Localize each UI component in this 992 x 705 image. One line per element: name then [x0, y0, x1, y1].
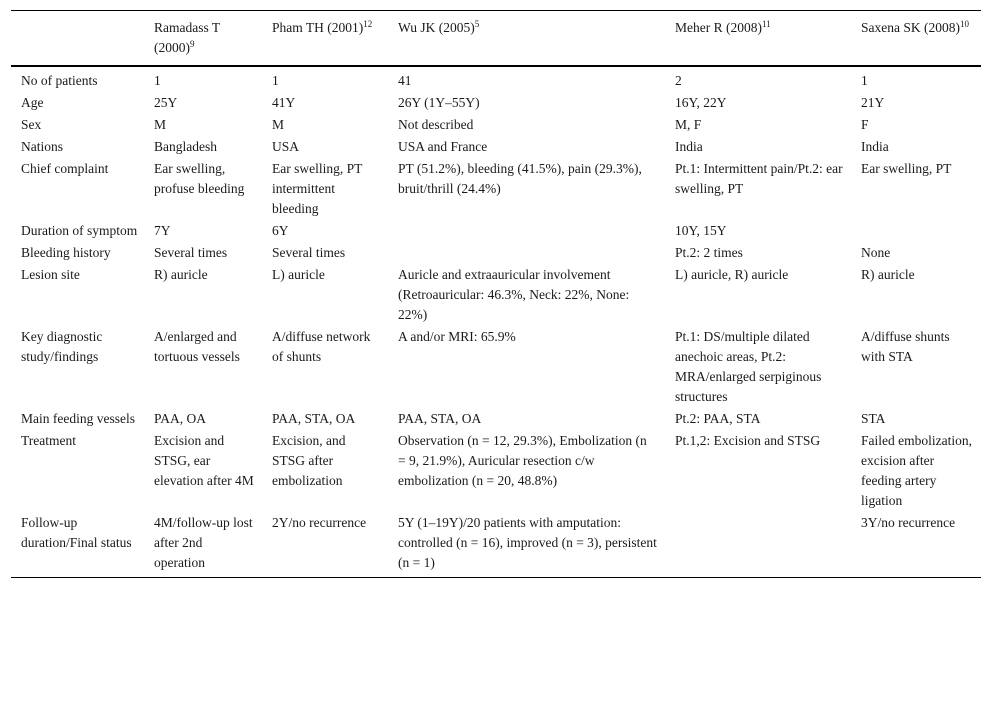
table-cell: India — [675, 139, 703, 154]
table-cell: Ear swelling, PT intermittent bleeding — [272, 161, 363, 216]
row-label: Age — [21, 95, 44, 110]
table-row — [11, 114, 981, 136]
table-cell: F — [861, 117, 869, 132]
column-header-wu: Wu JK $(2005)^5$ — [388, 11, 665, 67]
row-label: Sex — [21, 117, 42, 132]
header-row — [11, 11, 981, 67]
table-cell: A/diffuse shunts with STA — [861, 329, 950, 364]
row-label: Bleeding history — [21, 245, 111, 260]
table-cell: Several times — [154, 245, 228, 260]
table-cell: Excision and STSG, ear elevation after 4M — [154, 433, 254, 488]
table-cell: 4M/follow-up lost after 2nd operation — [144, 512, 262, 578]
table-cell: 26Y (1Y–55Y) — [398, 95, 480, 110]
table-cell: Not described — [398, 117, 474, 132]
table-cell: India — [861, 139, 889, 154]
table-cell: Pt.1: DS/multiple dilated anechoic areas, Pt.2: MRA/enlarged serpiginous structures — [675, 329, 822, 404]
table-cell: Pt.1,2: Excision and STSG — [675, 433, 821, 448]
table-cell — [388, 242, 665, 264]
table-cell — [851, 220, 981, 242]
row-label: Chief complaint — [21, 161, 109, 176]
table-cell: 3Y/no recurrence — [851, 512, 981, 578]
table-cell: USA and France — [398, 139, 488, 154]
table-cell: A and/or MRI: 65.9% — [398, 329, 516, 344]
table-cell: Excision, and STSG after embolization — [272, 433, 346, 488]
table-row — [11, 158, 981, 220]
table-cell: M — [154, 117, 167, 132]
table-cell: PAA, STA, OA — [272, 411, 356, 426]
table-cell: Pt.2: 2 times — [675, 245, 743, 260]
table-row — [11, 264, 981, 326]
table-cell: None — [861, 245, 891, 260]
table-row — [11, 242, 981, 264]
table-cell: M — [272, 117, 285, 132]
table-cell: 5Y (1–19Y)/20 patients with amputation: controlled (n = 16), improved (n = 3), persistent (n = 1) — [388, 512, 665, 578]
row-label: Nations — [21, 139, 63, 154]
table-cell: PAA, OA — [154, 411, 207, 426]
column-header-pham: Pham TH $(2001)^{12}$ — [262, 11, 388, 67]
table-cell: L) auricle, R) auricle — [675, 267, 789, 282]
table-cell: Pt.1: Intermittent pain/Pt.2: ear swelling, PT — [675, 161, 843, 196]
table-cell: Pt.2: PAA, STA — [675, 411, 761, 426]
table-row — [11, 136, 981, 158]
row-label: Follow-up duration/Final status — [11, 512, 144, 578]
table-row — [11, 408, 981, 430]
table-row — [11, 220, 981, 242]
table-cell: Several times — [272, 245, 346, 260]
table-cell: 2Y/no recurrence — [262, 512, 388, 578]
table-cell: 21Y — [861, 95, 885, 110]
table-cell: L) auricle — [272, 267, 325, 282]
table-cell: Auricle and extraauricular involvement (Retroauricular: 46.3%, Neck: 22%, None: 22%) — [398, 267, 630, 322]
table-cell — [665, 512, 851, 578]
table-cell: 25Y — [154, 95, 178, 110]
table-cell: M, F — [675, 117, 702, 132]
table-cell: R) auricle — [861, 267, 915, 282]
table-cell: USA — [272, 139, 300, 154]
table-cell: 10Y, 15Y — [675, 223, 727, 238]
table-cell: STA — [861, 411, 886, 426]
table-cell: 1 — [272, 73, 279, 88]
row-label: Main feeding vessels — [21, 411, 135, 426]
table-cell: 1 — [861, 73, 868, 88]
column-header-ramadass: Ramadass T $(2000)^9$ — [144, 11, 262, 67]
table-cell: 16Y, 22Y — [675, 95, 727, 110]
table-row — [11, 92, 981, 114]
table-cell: A/enlarged and tortuous vessels — [154, 329, 240, 364]
table-cell: 6Y — [272, 223, 289, 238]
table-cell: 41 — [398, 73, 412, 88]
table-cell — [388, 220, 665, 242]
table-cell: PAA, STA, OA — [398, 411, 482, 426]
table-row — [11, 430, 981, 512]
row-label: No of patients — [21, 73, 98, 88]
table-cell: 41Y — [272, 95, 296, 110]
table-cell: 1 — [154, 73, 161, 88]
table-cell: 2 — [675, 73, 682, 88]
table-cell: PT (51.2%), bleeding (41.5%), pain (29.3%), bruit/thrill (24.4%) — [398, 161, 642, 196]
comparison-table — [11, 10, 981, 578]
table-cell: R) auricle — [154, 267, 208, 282]
row-label: Duration of symptom — [21, 223, 138, 238]
table-cell: Observation (n = 12, 29.3%), Embolization (n = 9, 21.9%), Auricular resection c/w embolization (n = 20, 48.8%) — [398, 433, 647, 488]
table-row — [11, 326, 981, 408]
table-cell: Bangladesh — [154, 139, 217, 154]
column-header-empty — [11, 11, 144, 67]
column-header-meher: Meher R $(2008)^{11}$ — [665, 11, 851, 67]
table-cell: A/diffuse network of shunts — [272, 329, 371, 364]
column-header-saxena: Saxena SK $(2008)^{10}$ — [851, 11, 981, 67]
row-label: Key diagnostic study/findings — [21, 329, 103, 364]
table-cell: 7Y — [154, 223, 171, 238]
table-cell: Ear swelling, profuse bleeding — [154, 161, 245, 196]
table-row — [11, 66, 981, 92]
row-label: Treatment — [21, 433, 76, 448]
table-cell: Ear swelling, PT — [861, 161, 952, 176]
table-row — [11, 512, 981, 578]
table-cell: Failed embolization, excision after feeding artery ligation — [861, 433, 972, 508]
row-label: Lesion site — [21, 267, 80, 282]
